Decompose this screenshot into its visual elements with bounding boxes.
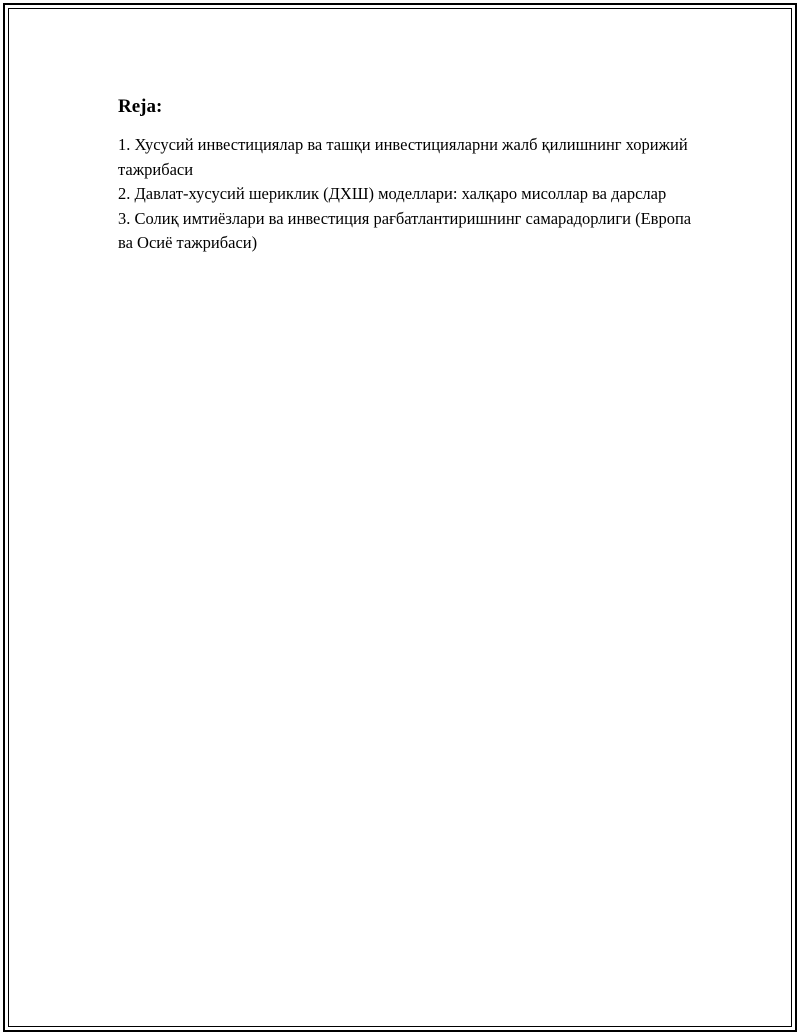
plan-list	[118, 133, 708, 256]
plan-item-2: 2. Давлат-хусусий шериклик (ДХШ) моделлари: халқаро мисоллар ва дарслар	[118, 184, 667, 203]
plan-item-1: 1. Хусусий инвестициялар ва ташқи инвестицияларни жалб қилишнинг хорижий тажрибаси	[118, 135, 688, 179]
plan-item-3: 3. Солиқ имтиёзлари ва инвестиция рағбатлантиришнинг самарадорлиги (Европа ва Осиё тажрибаси)	[118, 208, 692, 252]
page-content	[118, 94, 708, 256]
plan-heading: Reja:	[118, 96, 163, 117]
